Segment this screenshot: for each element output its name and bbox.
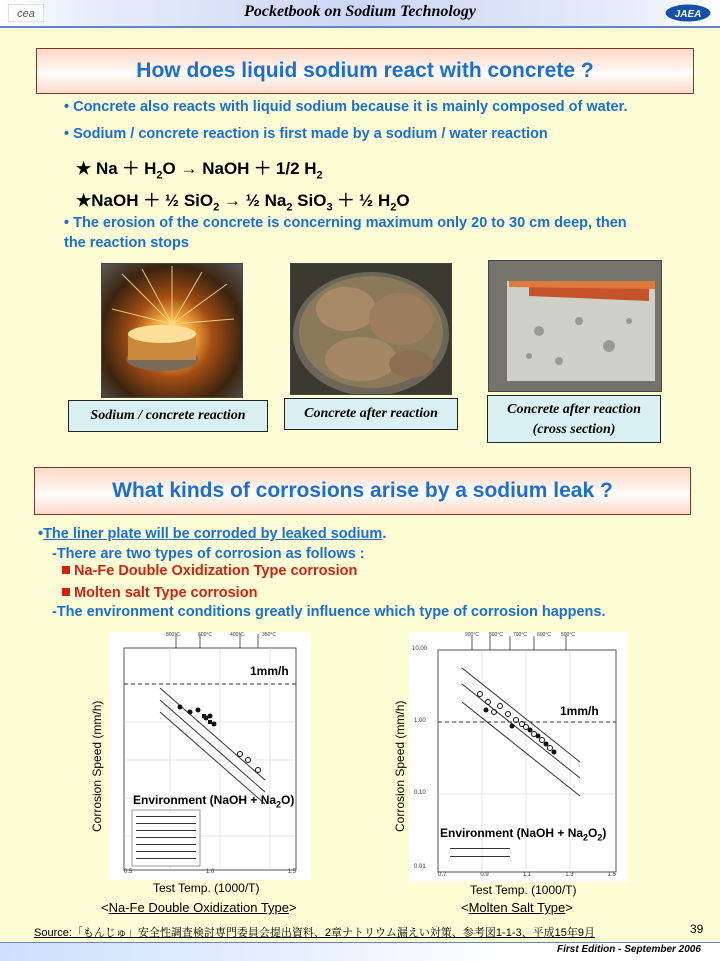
right-graph-y-tick-2: 1.00: [414, 718, 426, 724]
bullet-concrete-water: • Concrete also reacts with liquid sodium because it is mainly composed of water.: [64, 99, 628, 115]
left-graph-x-ticks: 0.5 1.0 1.5: [124, 869, 296, 875]
bullet-dot: •: [38, 526, 44, 542]
photo-concrete-after-reaction: [290, 263, 452, 395]
corrosion-type-2: Molten salt Type corrosion: [62, 585, 257, 601]
caption-concrete-after-reaction: Concrete after reaction: [284, 398, 458, 430]
environment-conditions-note: -The environment conditions greatly influence which type of corrosion happens.: [52, 604, 606, 620]
section-title-concrete: How does liquid sodium react with concrete ?: [36, 48, 694, 94]
caption-sodium-concrete-reaction: Sodium / concrete reaction: [68, 400, 268, 432]
right-graph-y-tick-3: 0.10: [414, 790, 426, 796]
left-graph-x-axis-label: Test Temp. (1000/T): [153, 881, 260, 895]
corrosion-type-1: Na-Fe Double Oxidization Type corrosion: [62, 563, 357, 579]
left-graph-top-ticks: 800°C 600°C 400°C 350°C: [166, 632, 276, 638]
section-title-corrosion: What kinds of corrosions arise by a sodium leak ?: [34, 467, 691, 515]
caption-cross-section-line1: Concrete after reaction: [507, 402, 641, 417]
bullet-sodium-water-reaction: • Sodium / concrete reaction is first made by a sodium / water reaction: [64, 126, 548, 142]
left-graph-environment: Environment (NaOH + $Na_2O$): [133, 793, 295, 810]
right-graph-rate-label: 1mm/h: [560, 704, 599, 718]
graph-molten-salt-type: [410, 632, 628, 882]
caption-cross-section: [487, 395, 661, 443]
right-graph-y-tick-4: 0.01: [414, 864, 426, 870]
edition-label: First Edition - September 2006: [557, 944, 701, 955]
document-title: Pocketbook on Sodium Technology: [244, 3, 476, 20]
source-label: Source: [34, 927, 69, 939]
bullet-erosion-line2: the reaction stops: [64, 235, 189, 251]
svg-text:JAEA: JAEA: [674, 9, 702, 20]
right-graph-caption: <Molten Salt Type>: [461, 900, 573, 915]
right-graph-environment: Environment (NaOH + $Na_2O_2$): [440, 826, 607, 843]
page-number: 39: [690, 922, 704, 936]
left-graph-rate-label: 1mm/h: [250, 664, 289, 678]
caption-cross-section-line2: (cross section): [532, 422, 616, 437]
right-graph-y-axis-label: Corrosion Speed (mm/h): [393, 700, 407, 832]
left-graph-caption: <Na-Fe Double Oxidization Type>: [101, 900, 297, 915]
equation-1: ★ $Na + H_2O$ → NaOH ＋ 1/2 $H_2$: [76, 159, 323, 182]
molten-salt-type-link[interactable]: Molten Salt Type: [468, 900, 566, 915]
right-graph-x-ticks: 0.7 0.9 1.1 1.3 1.5: [438, 872, 616, 878]
bullet-liner-plate: [38, 526, 386, 542]
corrosion-types-intro: -There are two types of corrosion as follows :: [52, 546, 365, 562]
equation-2: ★NaOH ＋ ½ SiO$_2$ → ½ $Na_2$ SiO$_3$ ＋ ½ $H_2O$: [76, 191, 410, 214]
jaea-logo: [664, 3, 712, 23]
source-citation: [34, 924, 595, 940]
left-graph-y-axis-label: Corrosion Speed (mm/h): [90, 700, 104, 832]
bullet-erosion-line1: • The erosion of the concrete is concerning maximum only 20 to 30 cm deep, then: [64, 215, 627, 231]
right-graph-x-axis-label: Test Temp. (1000/T): [470, 883, 577, 897]
liner-plate-link[interactable]: The liner plate will be corroded by leaked sodium: [43, 526, 383, 542]
right-graph-top-ticks: 900°C 800°C 700°C 600°C 500°C: [465, 632, 575, 638]
source-text: :「もんじゅ」安全性調査検討専門委員会提出資料、2章ナトリウム漏えい対策、参考図1-1-3、平成15年9月: [68, 927, 595, 939]
na-fe-type-link[interactable]: Na-Fe Double Oxidization Type: [108, 900, 290, 915]
red-square-bullet: [62, 566, 70, 574]
svg-text:cea: cea: [17, 8, 35, 20]
red-square-bullet: [62, 588, 70, 596]
bullet-end: .: [382, 526, 387, 542]
photo-sodium-concrete-reaction: [101, 263, 243, 398]
right-graph-y-tick-1: 10.00: [412, 646, 428, 652]
photo-concrete-cross-section: [488, 260, 662, 392]
